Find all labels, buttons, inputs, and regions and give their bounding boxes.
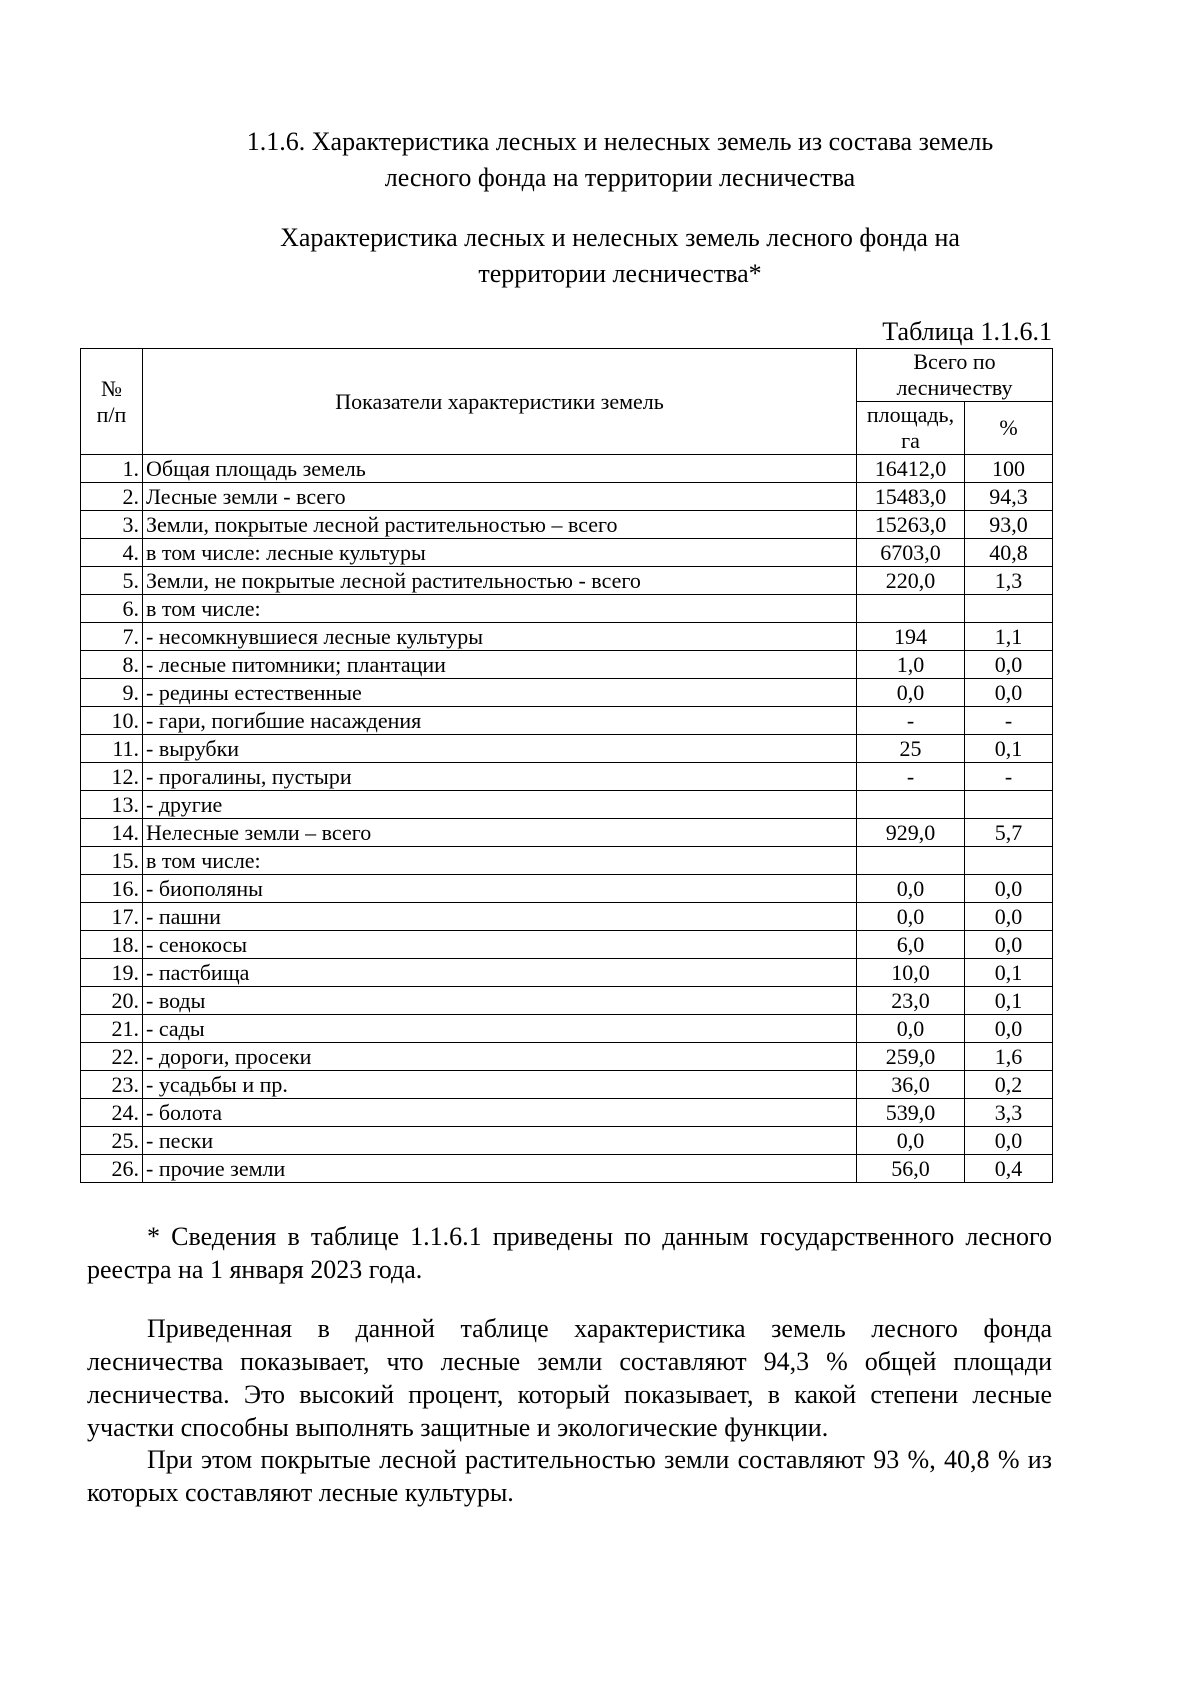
header-number-abbr: п/п (96, 401, 127, 427)
row-area-cell: 56,0 (857, 1155, 965, 1183)
table-row (81, 511, 1053, 539)
table-row (81, 1099, 1053, 1127)
table-row (81, 1127, 1053, 1155)
table-row (81, 567, 1053, 595)
row-number-cell: 12. (81, 763, 143, 791)
row-name-cell: в том числе: (143, 595, 857, 623)
row-number-cell: 23. (81, 1071, 143, 1099)
table-row (81, 1043, 1053, 1071)
row-number-cell: 8. (81, 651, 143, 679)
row-name-cell: - пашни (143, 903, 857, 931)
header-total-line1: Всего по (913, 349, 996, 374)
row-percent-cell (965, 847, 1053, 875)
row-percent-cell: 100 (965, 455, 1053, 483)
row-number-cell: 20. (81, 987, 143, 1015)
row-area-cell: 0,0 (857, 903, 965, 931)
row-number-cell: 18. (81, 931, 143, 959)
table-heading-line1: Характеристика лесных и нелесных земель лесного фонда на (280, 223, 960, 252)
row-name-cell: - воды (143, 987, 857, 1015)
row-name-cell: Лесные земли - всего (143, 483, 857, 511)
row-name-cell: - лесные питомники; плантации (143, 651, 857, 679)
row-name-cell: - несомкнувшиеся лесные культуры (143, 623, 857, 651)
row-area-cell: 15483,0 (857, 483, 965, 511)
row-percent-cell: 5,7 (965, 819, 1053, 847)
table-row (81, 735, 1053, 763)
table-body (81, 455, 1053, 1183)
section-heading-line1: 1.1.6. Характеристика лесных и нелесных земель из состава земель (246, 127, 994, 156)
table-row (81, 1015, 1053, 1043)
paragraph-1-text: Приведенная в данной таблице характеристика земель лесного фонда лесничества показывает, что лесные земли составляют 94,3 % общей площади лесничества. Это высокий процент, который показывает, в какой степени лесные участки способны выполнять защитные и экологические функции. (87, 1314, 1052, 1442)
row-area-cell: 0,0 (857, 1127, 965, 1155)
row-percent-cell: 0,0 (965, 903, 1053, 931)
row-name-cell: - усадьбы и пр. (143, 1071, 857, 1099)
header-row-number (81, 349, 143, 455)
row-area-cell: 539,0 (857, 1099, 965, 1127)
row-name-cell: Общая площадь земель (143, 455, 857, 483)
table-number: Таблица 1.1.6.1 (882, 317, 1052, 346)
table-row (81, 987, 1053, 1015)
row-number-cell: 6. (81, 595, 143, 623)
row-percent-cell: 1,6 (965, 1043, 1053, 1071)
row-percent-cell: 1,3 (965, 567, 1053, 595)
table-row (81, 875, 1053, 903)
table-row (81, 455, 1053, 483)
row-number-cell: 14. (81, 819, 143, 847)
row-area-cell: 36,0 (857, 1071, 965, 1099)
table-row (81, 791, 1053, 819)
paragraph-1 (87, 1312, 1052, 1444)
header-percent: % (965, 402, 1053, 455)
row-name-cell: - другие (143, 791, 857, 819)
row-number-cell: 24. (81, 1099, 143, 1127)
row-area-cell: 15263,0 (857, 511, 965, 539)
row-name-cell: - сады (143, 1015, 857, 1043)
header-indicator: Показатели характеристики земель (143, 349, 857, 455)
row-percent-cell: 0,1 (965, 987, 1053, 1015)
row-name-cell: Земли, покрытые лесной растительностью – всего (143, 511, 857, 539)
row-number-cell: 5. (81, 567, 143, 595)
row-area-cell (857, 847, 965, 875)
row-name-cell: в том числе: (143, 847, 857, 875)
row-number-cell: 3. (81, 511, 143, 539)
table-row (81, 1071, 1053, 1099)
row-name-cell: Нелесные земли – всего (143, 819, 857, 847)
row-percent-cell (965, 791, 1053, 819)
row-percent-cell: 0,0 (965, 1127, 1053, 1155)
row-area-cell: 25 (857, 735, 965, 763)
row-area-cell: 6,0 (857, 931, 965, 959)
table-row (81, 623, 1053, 651)
row-percent-cell (965, 595, 1053, 623)
row-number-cell: 15. (81, 847, 143, 875)
row-percent-cell: 0,1 (965, 735, 1053, 763)
row-area-cell: 10,0 (857, 959, 965, 987)
row-percent-cell: 0,0 (965, 931, 1053, 959)
table-row (81, 931, 1053, 959)
row-percent-cell: 1,1 (965, 623, 1053, 651)
row-area-cell: 0,0 (857, 875, 965, 903)
land-characteristics-table (80, 348, 1053, 1183)
table-row (81, 959, 1053, 987)
row-number-cell: 11. (81, 735, 143, 763)
row-number-cell: 13. (81, 791, 143, 819)
row-number-cell: 17. (81, 903, 143, 931)
row-percent-cell: 0,0 (965, 1015, 1053, 1043)
row-name-cell: - прогалины, пустыри (143, 763, 857, 791)
row-area-cell: - (857, 707, 965, 735)
row-number-cell: 1. (81, 455, 143, 483)
row-area-cell (857, 595, 965, 623)
row-number-cell: 16. (81, 875, 143, 903)
table-row (81, 1155, 1053, 1183)
row-percent-cell: 0,4 (965, 1155, 1053, 1183)
row-area-cell: 16412,0 (857, 455, 965, 483)
row-number-cell: 2. (81, 483, 143, 511)
row-percent-cell: 0,0 (965, 875, 1053, 903)
row-area-cell: 6703,0 (857, 539, 965, 567)
table-row (81, 483, 1053, 511)
row-name-cell: - пески (143, 1127, 857, 1155)
row-percent-cell: 93,0 (965, 511, 1053, 539)
row-name-cell: - прочие земли (143, 1155, 857, 1183)
row-name-cell: - дороги, просеки (143, 1043, 857, 1071)
table-row (81, 539, 1053, 567)
table-heading (20, 220, 1200, 292)
table-row (81, 903, 1053, 931)
row-percent-cell: 0,0 (965, 679, 1053, 707)
row-percent-cell: 0,0 (965, 651, 1053, 679)
table-row (81, 707, 1053, 735)
table-row (81, 819, 1053, 847)
row-number-cell: 22. (81, 1043, 143, 1071)
row-name-cell: - вырубки (143, 735, 857, 763)
header-area-line1: площадь, (866, 402, 955, 427)
row-number-cell: 21. (81, 1015, 143, 1043)
row-area-cell: 259,0 (857, 1043, 965, 1071)
section-heading-line2: лесного фонда на территории лесничества (384, 163, 856, 192)
table-row (81, 651, 1053, 679)
row-number-cell: 9. (81, 679, 143, 707)
row-area-cell: 0,0 (857, 1015, 965, 1043)
table-row (81, 847, 1053, 875)
row-name-cell: в том числе: лесные культуры (143, 539, 857, 567)
row-area-cell: 0,0 (857, 679, 965, 707)
paragraph-2 (87, 1443, 1052, 1509)
table-row (81, 595, 1053, 623)
row-percent-cell: 40,8 (965, 539, 1053, 567)
row-area-cell: 194 (857, 623, 965, 651)
row-area-cell (857, 791, 965, 819)
row-number-cell: 26. (81, 1155, 143, 1183)
paragraph-2-text: При этом покрытые лесной растительностью земли составляют 93 %, 40,8 % из которых составляют лесные культуры. (87, 1445, 1052, 1507)
row-percent-cell: - (965, 763, 1053, 791)
header-total-line2: лесничеству (896, 375, 1013, 400)
row-area-cell: 1,0 (857, 651, 965, 679)
row-percent-cell: 0,1 (965, 959, 1053, 987)
row-percent-cell: 94,3 (965, 483, 1053, 511)
row-name-cell: Земли, не покрытые лесной растительностью - всего (143, 567, 857, 595)
header-area-line2: га (901, 428, 920, 453)
row-number-cell: 19. (81, 959, 143, 987)
row-area-cell: - (857, 763, 965, 791)
row-area-cell: 929,0 (857, 819, 965, 847)
row-number-cell: 7. (81, 623, 143, 651)
header-area (857, 402, 965, 455)
table-row (81, 763, 1053, 791)
footnote-text: * Сведения в таблице 1.1.6.1 приведены по данным государственного лесного реестра на 1 января 2023 года. (87, 1222, 1052, 1284)
row-area-cell: 220,0 (857, 567, 965, 595)
row-percent-cell: 0,2 (965, 1071, 1053, 1099)
row-name-cell: - редины естественные (143, 679, 857, 707)
row-number-cell: 25. (81, 1127, 143, 1155)
header-total (857, 349, 1053, 402)
table-row (81, 679, 1053, 707)
row-name-cell: - сенокосы (143, 931, 857, 959)
header-number-sign: № (101, 375, 122, 401)
row-name-cell: - гари, погибшие насаждения (143, 707, 857, 735)
row-name-cell: - пастбища (143, 959, 857, 987)
row-number-cell: 4. (81, 539, 143, 567)
table-footnote (87, 1220, 1052, 1286)
table-heading-line2: территории лесничества* (478, 259, 762, 288)
row-percent-cell: 3,3 (965, 1099, 1053, 1127)
row-percent-cell: - (965, 707, 1053, 735)
row-area-cell: 23,0 (857, 987, 965, 1015)
row-name-cell: - болота (143, 1099, 857, 1127)
row-number-cell: 10. (81, 707, 143, 735)
section-heading (20, 124, 1200, 196)
row-name-cell: - биополяны (143, 875, 857, 903)
